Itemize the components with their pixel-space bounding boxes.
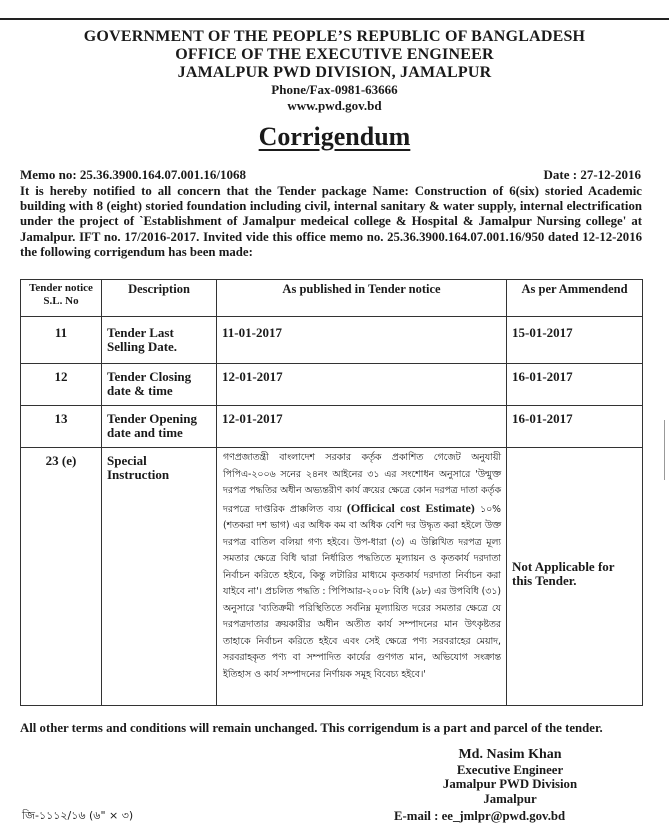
special-text-part2: ১০% (শতকরা দশ ভাগ) এর অধিক কম বা অধিক বেশি দর উদ্ধৃত করা হইলে উক্ত দরপত্র বাতিল বলিয়া গণ্য হইবে। উপ-ধারা (৩) এ উল্লিখিত দরপত্র মূল্য সমতার ক্ষেত্রে বিধি দ্বারা নির্ধারিত পদ্ধতিতে মূল্যায়ন ও কৃতকার্য দরদাতা নির্বাচন করিতে হইবে, কিন্তু লটারির মাধ্যমে কৃতকার্য দরদাতা নির্বাচন করা যাইবে না'। প্রচলিত পদ্ধতি : পিপিআর-২০০৮ বিধি (৯৮) এর উপবিধি (৩১) অনুসারে 'ব্যতিক্রমী পরিস্থিতিতে সর্বনিম্ন মূল্যায়িত দরের সমতার ক্ষেত্রে যে দরপত্রদাতার ক্রয়কারীর অধীন অতীত কার্য সম্পাদনের মান উৎকৃষ্টতর তাহাকে নির্বাচন করিতে হইবে এবং সেই ক্ষেত্রে পণ্য সরবরাহের মেয়াদ, সরবরাহকৃত পণ্য বা সম্পাদিত কার্যের গুণগত মান, অভিযোগ সংক্রান্ত ইতিহাস ও কার্য সম্পাদনের নির্ণায়ক সমূহ বিবেচ্য হইবে।' [223,503,501,680]
intro-paragraph: It is hereby notified to all concern that the Tender package Name: Construction of 6(six) storied Academic building with 8 (eight) storied foundation including civil, internal sanitary & water supply, internal electrification under the project of `Establishment of Jamalpur medeical college & Hospital & Jamalpur Nursing college' at Jamalpur. IFT no. 17/2016-2017. Invited vide this office memo no. 25.36.3900.164.07.001.16/950 dated 12-12-2016 the following corrigendum has been made: [20,184,642,259]
letterhead [0,28,669,114]
memo-date: Date : 27-12-2016 [543,167,641,182]
header-sl: Tender notice S.L. No [21,280,102,317]
header-government: GOVERNMENT OF THE PEOPLE’S REPUBLIC OF BANGLADESH [83,28,586,45]
row-amended: 15-01-2017 [507,317,643,364]
row-sl: 11 [21,317,102,364]
special-instruction-bengali [217,448,507,706]
row-description: Tender Last Selling Date. [102,317,217,364]
row-amended: 16-01-2017 [507,364,643,406]
signatory-division: Jamalpur PWD Division [442,777,578,791]
row-description: Tender Opening date and time [102,406,217,448]
signatory-name: Md. Nasim Khan [458,747,562,762]
signatory-designation: Executive Engineer [456,762,564,777]
signatory-email: E-mail : ee_jmlpr@pwd.gov.bd [394,809,566,823]
footer-note: All other terms and conditions will remain unchanged. This corrigendum is a part and parcel of the tender. [20,721,603,735]
document-title: Corrigendum [258,122,411,151]
page-edge-mark [664,420,669,480]
signatory-place: Jamalpur [483,791,537,806]
table-header-row [21,280,643,317]
header-division: JAMALPUR PWD DIVISION, JAMALPUR [177,64,492,81]
table-row-special-instruction [21,448,643,706]
row-description: Special Instruction [102,448,217,706]
corrigendum-table [20,279,643,706]
memo-line [20,167,641,183]
row-published: 12-01-2017 [217,406,507,448]
row-sl: 23 (e) [21,448,102,706]
row-published: 11-01-2017 [217,317,507,364]
header-office: OFFICE OF THE EXECUTIVE ENGINEER [175,46,494,63]
special-text-part1: গণপ্রজাতন্ত্রী বাংলাদেশ সরকার কর্তৃক প্রকাশিত গেজেট অনুযায়ী পিপিএ-২০০৬ সনের ২৪নং আইনের ৩১ এর সংশোধন অনুসারে 'উন্মুক্ত দরপত্র পদ্ধতির অধীন অভ্যন্তরীণ কার্য ক্রয়ের ক্ষেত্রে কোন দরপত্র দাতা কর্তৃক দরপত্রে দাপ্তরিক প্রাক্কলিত ব্যয় [223,452,501,515]
header-description: Description [102,280,217,317]
print-code: জি-১১১২/১৬ (৬" × ৩) [22,809,134,822]
header-website: www.pwd.gov.bd [287,98,382,113]
row-amended: 16-01-2017 [507,406,643,448]
row-amended: Not Applicable for this Tender. [507,448,643,706]
header-amended: As per Ammendend [507,280,643,317]
header-published: As published in Tender notice [217,280,507,317]
row-sl: 13 [21,406,102,448]
table-row [21,364,643,406]
table-row [21,406,643,448]
row-sl: 12 [21,364,102,406]
signature-block [386,747,634,823]
memo-number: Memo no: 25.36.3900.164.07.001.16/1068 [20,167,247,182]
special-text-highlight: (Officical cost Estimate) [346,500,475,515]
header-phone: Phone/Fax-0981-63666 [271,82,398,97]
table-row [21,317,643,364]
row-published: 12-01-2017 [217,364,507,406]
top-strip [0,0,669,20]
row-description: Tender Closing date & time [102,364,217,406]
